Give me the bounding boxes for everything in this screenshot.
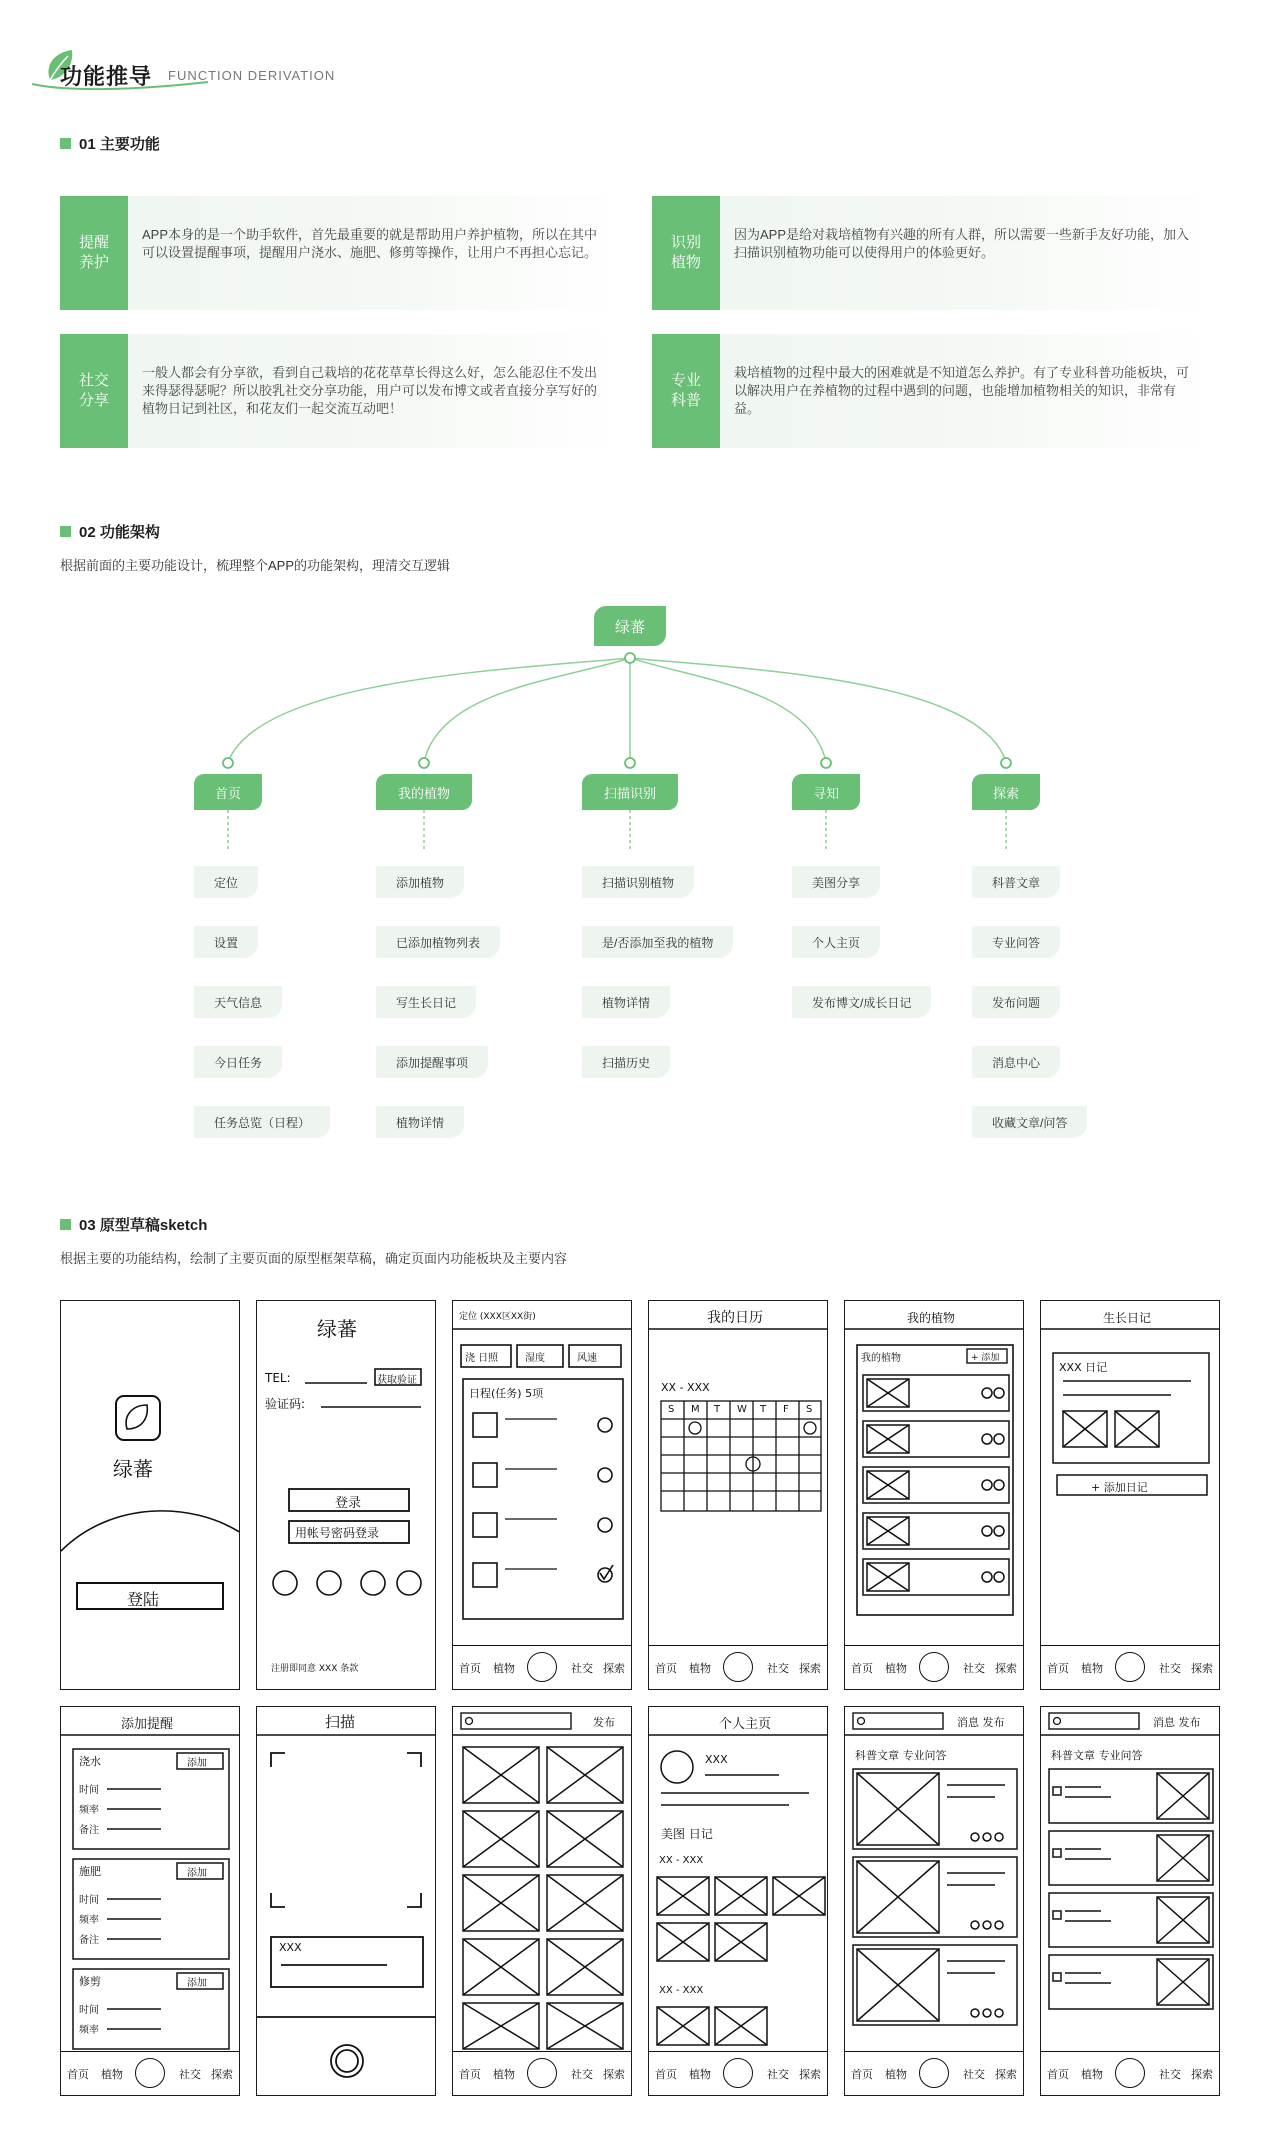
section-description: 根据前面的主要功能设计，梳理整个APP的功能架构，理清交互逻辑	[60, 558, 451, 573]
sketch-title: 我的日历	[707, 1310, 763, 1326]
sketch-profile-tabs: 美图 日记	[661, 1827, 713, 1841]
sketch-nav-label: 植物	[885, 1662, 907, 1675]
tree-branch-node: 扫描识别	[582, 774, 678, 810]
sketch-weekday: M	[691, 1404, 700, 1415]
section-heading-sketch	[60, 1214, 207, 1235]
sketch-home-screen	[452, 1300, 632, 1690]
sketch-login-screen	[256, 1300, 436, 1690]
sketch-social-feed-screen	[452, 1706, 632, 2096]
tree-leaf: 天气信息	[194, 986, 282, 1018]
tree-branch-node: 探索	[972, 774, 1040, 810]
sketch-add-reminder-screen	[60, 1706, 240, 2096]
sketch-tab: 湿度	[525, 1353, 545, 1364]
sketch-row-label: 备注	[79, 1935, 99, 1946]
section-heading-main-features	[60, 133, 160, 154]
sketch-nav-label: 首页	[1047, 2068, 1069, 2081]
sketch-row-label: 时间	[79, 1785, 99, 1796]
sketch-weekday: W	[737, 1404, 747, 1415]
sketch-row-label: 备注	[79, 1825, 99, 1836]
sketch-tab-bar	[845, 2051, 1023, 2095]
sketch-title: 添加提醒	[121, 1717, 174, 1732]
feature-card	[652, 196, 1212, 310]
sketch-nav-label: 社交	[963, 1662, 985, 1675]
sketch-title: 扫描	[325, 1713, 356, 1731]
sketch-nav-label: 植物	[689, 1662, 711, 1675]
tree-leaf: 发布博文/成长日记	[792, 986, 931, 1018]
section-heading-text: 03 原型草稿sketch	[79, 1217, 208, 1234]
sketch-nav-label: 探索	[1191, 1662, 1213, 1675]
sketch-nav-label: 社交	[179, 2068, 201, 2081]
sketch-actions: 消息 发布	[1153, 1716, 1201, 1729]
feature-card	[60, 196, 620, 310]
sketch-face-icon	[919, 2058, 949, 2088]
sketch-scan-screen	[256, 1706, 436, 2096]
feature-tag: 社交分享	[60, 334, 128, 448]
sketch-nav-label: 首页	[459, 1662, 481, 1675]
sketch-weekday: T	[760, 1404, 767, 1415]
sketch-add-button: 添加	[187, 1868, 207, 1879]
section-marker	[60, 526, 71, 537]
sketch-date: XX - XXX	[659, 1855, 704, 1866]
sketch-nav-label: 植物	[689, 2068, 711, 2081]
sketch-agree-text: 注册即同意 XXX 条款	[271, 1664, 359, 1674]
sketch-diary-label: XXX 日记	[1059, 1361, 1108, 1374]
sketch-nav-label: 探索	[799, 1662, 821, 1675]
sketch-add-button: + 添加	[971, 1353, 1000, 1363]
sketch-title: 生长日记	[1103, 1311, 1152, 1325]
sketch-nav-label: 植物	[1081, 1662, 1103, 1675]
sketch-nav-label: 探索	[603, 1662, 625, 1675]
page-title: 功能推导	[60, 64, 153, 89]
tree-leaf: 写生长日记	[376, 986, 476, 1018]
sketch-section-label: 我的植物	[861, 1353, 901, 1364]
tree-leaf: 任务总览（日程）	[194, 1106, 330, 1138]
tree-leaf: 添加提醒事项	[376, 1046, 488, 1078]
sketch-nav-label: 探索	[1191, 2068, 1213, 2081]
sketch-face-icon	[1115, 1652, 1145, 1682]
sketch-drawing	[649, 1301, 828, 1690]
sketch-drawing	[845, 1707, 1024, 2096]
sketch-title: 绿蕃	[317, 1317, 357, 1341]
section-heading-text: 02 功能架构	[79, 524, 160, 541]
function-tree	[0, 600, 1280, 1160]
sketch-my-plants-screen	[844, 1300, 1024, 1690]
sketch-splash-screen	[60, 1300, 240, 1690]
sketch-title: 我的植物	[907, 1311, 956, 1325]
sketch-nav-label: 植物	[1081, 2068, 1103, 2081]
section-heading-architecture	[60, 521, 160, 542]
sketch-nav-label: 社交	[1159, 2068, 1181, 2081]
sketch-face-icon	[919, 1652, 949, 1682]
page-header	[28, 46, 368, 96]
section-marker	[60, 1219, 71, 1230]
sketch-face-icon	[527, 1652, 557, 1682]
sketch-profile-screen	[648, 1706, 828, 2096]
sketch-nav-label: 首页	[459, 2068, 481, 2081]
sketch-add-button: 添加	[187, 1978, 207, 1989]
section-description: 根据主要的功能结构，绘制了主要页面的原型框架草稿，确定页面内功能板块及主要内容	[60, 1251, 568, 1266]
tree-branch-node: 我的植物	[376, 774, 472, 810]
feature-text: 因为APP是给对栽培植物有兴趣的所有人群，所以需要一些新手友好功能，加入扫描识别植物功能可以使得用户的体验更好。	[734, 227, 1190, 260]
feature-tag: 识别植物	[652, 196, 720, 310]
tree-leaf: 设置	[194, 926, 258, 958]
tree-leaf: 今日任务	[194, 1046, 282, 1078]
sketch-explore-screen	[844, 1706, 1024, 2096]
sketch-calendar-screen	[648, 1300, 828, 1690]
sketch-tab-bar	[453, 2051, 631, 2095]
sketch-nav-label: 探索	[799, 2068, 821, 2081]
sketch-nav-label: 社交	[767, 2068, 789, 2081]
sketch-nav-label: 探索	[995, 2068, 1017, 2081]
sketch-user-name: XXX	[705, 1753, 728, 1766]
sketch-tab-bar	[649, 2051, 827, 2095]
sketch-tab-bar	[1041, 1645, 1219, 1689]
sketch-explore-tabs: 科普文章 专业问答	[1051, 1749, 1143, 1762]
sketch-weekday: S	[806, 1404, 813, 1415]
tree-leaf: 个人主页	[792, 926, 880, 958]
sketch-location: 定位 (XXX区XX街)	[459, 1312, 536, 1322]
tree-leaf: 科普文章	[972, 866, 1060, 898]
sketch-tel-label: TEL:	[265, 1371, 291, 1385]
sketch-weekday: T	[714, 1404, 721, 1415]
sketch-alt-login: 用帐号密码登录	[295, 1526, 380, 1540]
sketch-drawing	[453, 1707, 632, 2096]
sketch-login-button: 登陆	[127, 1590, 160, 1609]
tree-leaf: 发布问题	[972, 986, 1060, 1018]
sketch-code-label: 验证码:	[265, 1397, 306, 1411]
sketch-tab-bar	[845, 1645, 1023, 1689]
sketch-schedule: 日程(任务) 5项	[469, 1387, 544, 1400]
feature-text: 栽培植物的过程中最大的困难就是不知道怎么养护。有了专业科普功能板块，可以解决用户在养植物的过程中遇到的问题，也能增加植物相关的知识，非常有益。	[734, 365, 1190, 416]
feature-card	[60, 334, 620, 448]
sketch-nav-label: 社交	[571, 1662, 593, 1675]
sketch-nav-label: 首页	[655, 2068, 677, 2081]
tree-branch-node: 首页	[194, 774, 262, 810]
sketch-nav-label: 首页	[851, 2068, 873, 2081]
sketch-nav-label: 探索	[603, 2068, 625, 2081]
tree-leaf: 是/否添加至我的植物	[582, 926, 733, 958]
sketch-row-label: 频率	[79, 1915, 99, 1926]
sketch-drawing	[649, 1707, 828, 2096]
sketch-nav-label: 探索	[211, 2068, 233, 2081]
sketch-nav-label: 植物	[493, 1662, 515, 1675]
sketch-weekday: S	[668, 1404, 675, 1415]
sketch-row-label: 频率	[79, 1805, 99, 1816]
sketch-tab: 浇 日照	[465, 1353, 499, 1364]
sketch-face-icon	[723, 1652, 753, 1682]
sketch-add-diary-button: + 添加日记	[1091, 1481, 1148, 1494]
sketch-row-label: 时间	[79, 2005, 99, 2016]
sketch-nav-label: 社交	[1159, 1662, 1181, 1675]
sketch-tab-bar	[61, 2051, 239, 2095]
sketch-nav-label: 社交	[767, 1662, 789, 1675]
section-marker	[60, 138, 71, 149]
tree-leaf: 已添加植物列表	[376, 926, 500, 958]
sketch-explore-list-screen	[1040, 1706, 1220, 2096]
sketch-tab: 风速	[577, 1353, 597, 1364]
sketch-date: XX - XXX	[659, 1985, 704, 1996]
page-subtitle: FUNCTION DERIVATION	[168, 68, 336, 83]
tree-root-node: 绿蕃	[594, 606, 666, 646]
sketch-drawing	[257, 1707, 436, 2096]
sketch-nav-label: 植物	[493, 2068, 515, 2081]
sketch-month: XX - XXX	[661, 1381, 710, 1394]
sketch-nav-label: 植物	[101, 2068, 123, 2081]
sketch-group-name: 施肥	[79, 1865, 101, 1878]
sketch-tab-bar	[649, 1645, 827, 1689]
feature-text: APP本身的是一个助手软件，首先最重要的就是帮助用户养护植物，所以在其中可以设置提醒事项，提醒用户浇水、施肥、修剪等操作，让用户不再担心忘记。	[142, 227, 598, 260]
feature-tag: 专业科普	[652, 334, 720, 448]
sketch-add-button: 添加	[187, 1758, 207, 1769]
tree-branch-node: 寻知	[792, 774, 860, 810]
tree-leaf: 美图分享	[792, 866, 880, 898]
feature-card	[652, 334, 1212, 448]
tree-leaf: 植物详情	[582, 986, 670, 1018]
sketch-nav-label: 探索	[995, 1662, 1017, 1675]
section-heading-text: 01 主要功能	[79, 136, 160, 153]
sketch-tab-bar	[1041, 2051, 1219, 2095]
tree-leaf: 消息中心	[972, 1046, 1060, 1078]
sketch-nav-label: 社交	[571, 2068, 593, 2081]
sketch-row-label: 频率	[79, 2025, 99, 2036]
tree-leaf: 植物详情	[376, 1106, 464, 1138]
sketch-face-icon	[135, 2058, 165, 2088]
sketch-tab-bar	[453, 1645, 631, 1689]
sketch-scan-result: XXX	[279, 1941, 302, 1954]
sketch-group-name: 浇水	[79, 1755, 101, 1768]
sketch-nav-label: 社交	[963, 2068, 985, 2081]
sketch-nav-label: 首页	[1047, 1662, 1069, 1675]
tree-leaf: 添加植物	[376, 866, 464, 898]
sketch-face-icon	[723, 2058, 753, 2088]
sketch-diary-screen	[1040, 1300, 1220, 1690]
tree-leaf: 扫描识别植物	[582, 866, 694, 898]
sketch-login-button: 登录	[335, 1496, 362, 1511]
sketch-actions: 消息 发布	[957, 1716, 1005, 1729]
sketch-nav-label: 植物	[885, 2068, 907, 2081]
tree-leaf: 收藏文章/问答	[972, 1106, 1087, 1138]
sketch-weekday: F	[783, 1404, 789, 1415]
sketch-nav-label: 首页	[67, 2068, 89, 2081]
sketch-publish-action: 发布	[593, 1716, 615, 1729]
sketch-face-icon	[1115, 2058, 1145, 2088]
sketch-face-icon	[527, 2058, 557, 2088]
sketch-group-name: 修剪	[79, 1975, 101, 1988]
sketch-drawing	[1041, 1707, 1220, 2096]
sketch-explore-tabs: 科普文章 专业问答	[855, 1749, 947, 1762]
tree-leaf: 扫描历史	[582, 1046, 670, 1078]
sketch-row-label: 时间	[79, 1895, 99, 1906]
tree-leaf: 专业问答	[972, 926, 1060, 958]
sketch-nav-label: 首页	[655, 1662, 677, 1675]
sketch-drawing	[61, 1301, 240, 1690]
feature-tag: 提醒养护	[60, 196, 128, 310]
sketch-title: 绿蕃	[113, 1457, 153, 1481]
tree-leaf: 定位	[194, 866, 258, 898]
sketch-nav-label: 首页	[851, 1662, 873, 1675]
feature-text: 一般人都会有分享欲，看到自己栽培的花花草草长得这么好，怎么能忍住不发出来得瑟得瑟呢？所以胶乳社交分享功能，用户可以发布博文或者直接分享写好的植物日记到社区，和花友们一起交流互动吧！	[142, 365, 598, 416]
sketch-get-code: 获取验证	[377, 1375, 417, 1386]
sketch-title: 个人主页	[719, 1717, 772, 1732]
